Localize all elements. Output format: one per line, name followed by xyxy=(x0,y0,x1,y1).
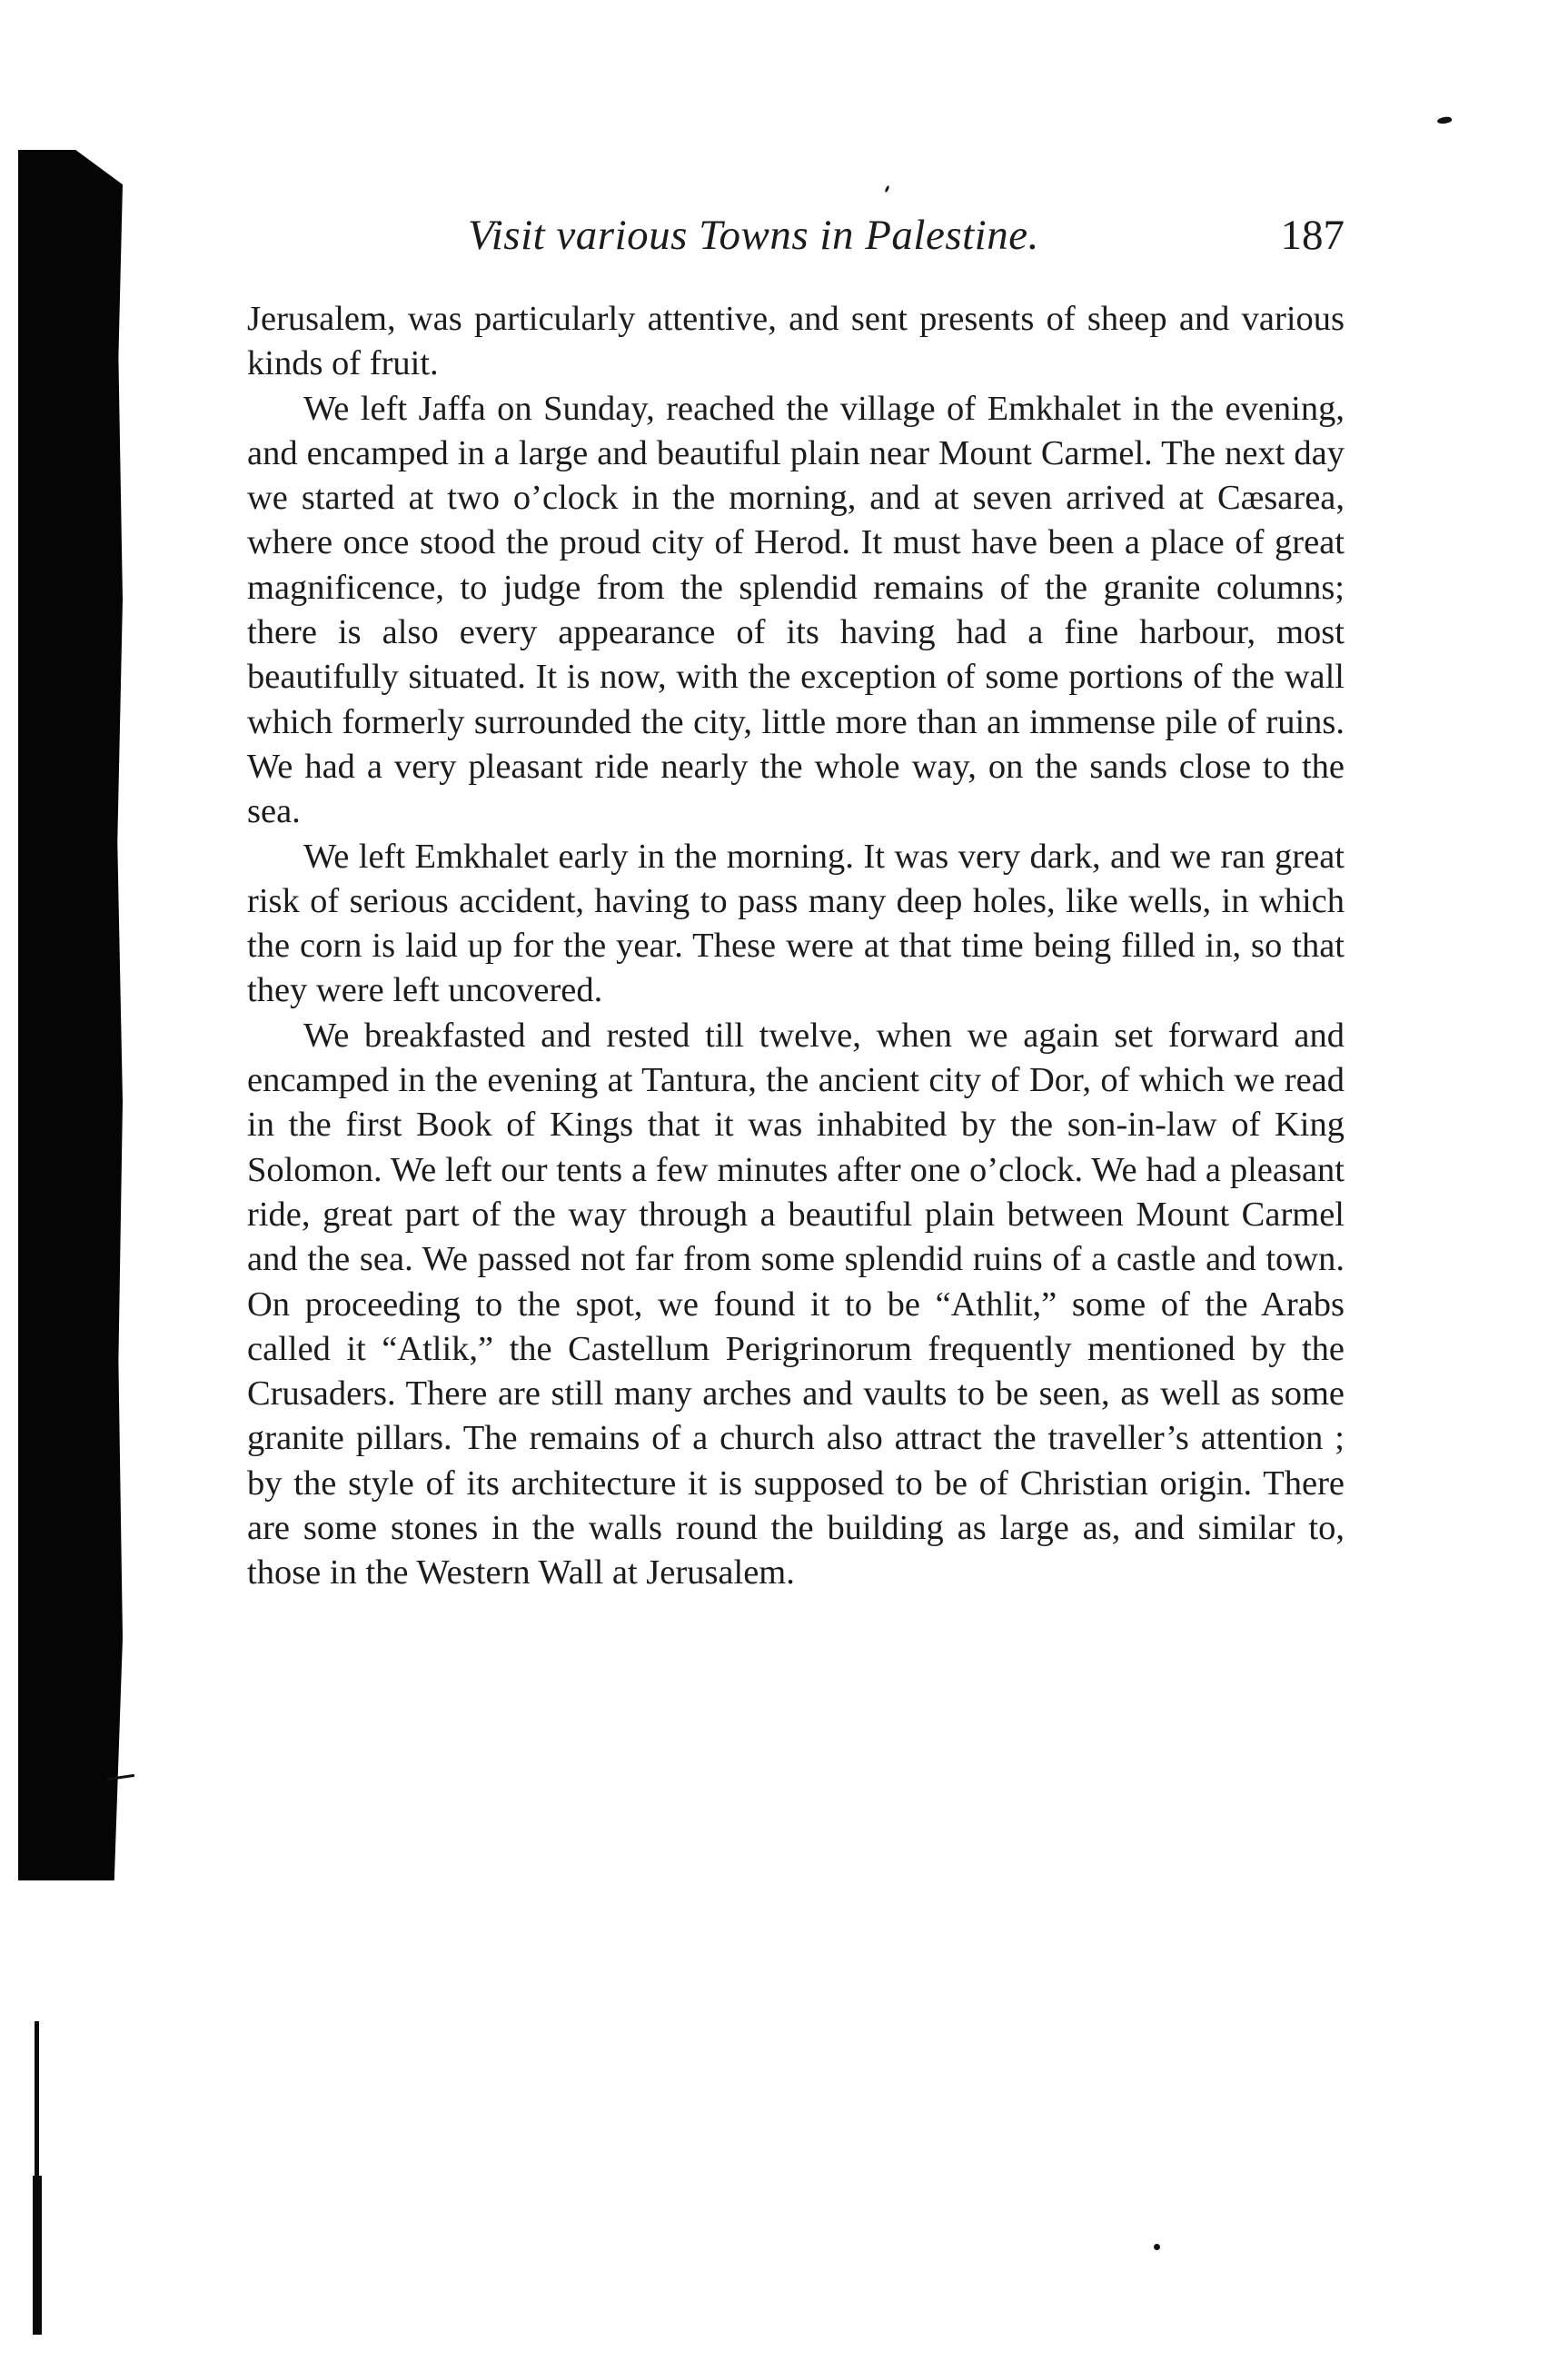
paragraph: We left Emkhalet early in the morning. It was very dark, and we ran great risk of serious accident, having to pass many deep holes, like wells, in which the corn is laid up for the year. These were at that time being filled in, so that they were left uncovered. xyxy=(247,837,1345,1010)
paragraph: Jerusalem, was particularly attentive, and sent presents of sheep and various kinds of fruit. xyxy=(247,300,1345,383)
ink-speck xyxy=(884,185,889,193)
binding-shadow xyxy=(18,150,123,1880)
running-title: Visit various Towns in Palestine. xyxy=(468,212,1039,259)
body-text xyxy=(247,297,1345,1596)
paragraph: We breakfasted and rested till twelve, when we again set forward and encamped in the evening at Tantura, the ancient city of Dor, of which we read in the first Book of Kings that it was inhabited by the son-in-law of King Solomon. We left our tents a few minutes after one o’clock. We had a pleasant ride, great part of the way through a beautiful plain between Mount Carmel and the sea. We passed not far from some splendid ruins of a castle and town. On proceeding to the spot, we found it to be “Athlit,” some of the Arabs called it “Atlik,” the Castellum Perigrinorum frequently mentioned by the Crusaders. There are still many arches and vaults to be seen, as well as some granite pillars. The remains of a church also attract the traveller’s attention ; by the style of its architecture it is supposed to be of Christian origin. There are some stones in the walls round the building as large as, and similar to, those in the Western Wall at Jerusalem. xyxy=(247,1016,1345,1592)
paragraph: We left Jaffa on Sunday, reached the village of Emkhalet in the evening, and encamped in a large and beautiful plain near Mount Carmel. The next day we started at two o’clock in the morning, and at seven arrived at Cæsarea, where once stood the proud city of Herod. It must have been a place of great magnificence, to judge from the splendid remains of the granite columns; there is also every appearance of its having had a fine harbour, most beautifully situated. It is now, with the exception of some portions of the wall which formerly surrounded the city, little more than an immense pile of ruins. We had a very pleasant ride nearly the whole way, on the sands close to the sea. xyxy=(247,389,1345,831)
running-head xyxy=(245,211,1345,274)
ink-speck xyxy=(1154,2244,1160,2250)
ink-speck xyxy=(1436,115,1452,125)
page-number: 187 xyxy=(1280,212,1345,259)
margin-streak xyxy=(33,2176,42,2335)
margin-streak xyxy=(35,2021,39,2176)
